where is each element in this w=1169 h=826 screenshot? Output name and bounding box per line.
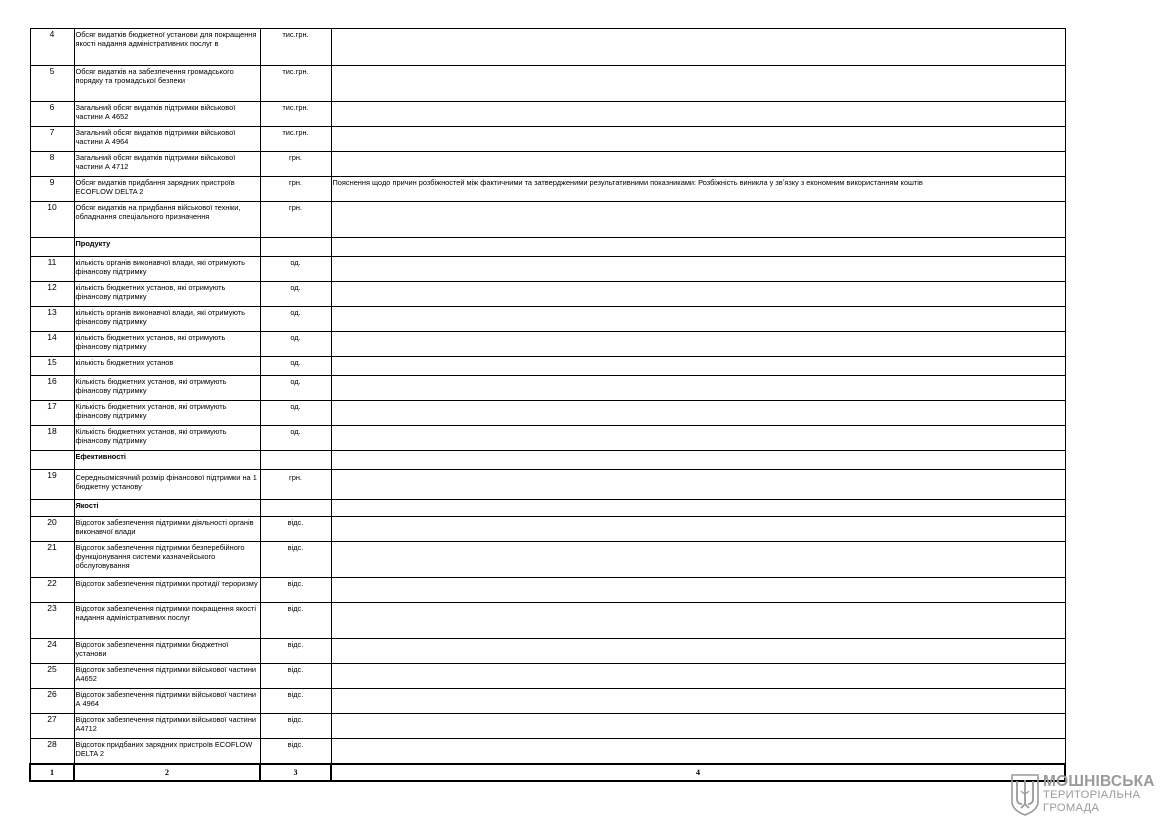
unit-of-measure: відс. [260, 664, 331, 689]
table-row [30, 401, 1065, 426]
unit-of-measure: тис.грн. [260, 102, 331, 127]
table-row [30, 603, 1065, 639]
table-row [30, 578, 1065, 603]
table-row [30, 66, 1065, 102]
row-number: 25 [30, 664, 74, 689]
logo-line-1: МОШНІВСЬКА [1043, 773, 1155, 790]
explanation-note [331, 238, 1065, 257]
indicator-name: Відсоток забезпечення підтримки діяльності органів виконавчої влади [74, 517, 260, 542]
row-number: 19 [30, 470, 74, 500]
explanation-note [331, 29, 1065, 66]
explanation-note: Пояснення щодо причин розбіжностей між фактичними та затвердженими результативними показниками: Розбіжність виникла у звʼязку з економним використанням коштів [331, 177, 1065, 202]
indicator-name: Кількість бюджетних установ, які отримують фінансову підтримку [74, 376, 260, 401]
row-number: 4 [30, 29, 74, 66]
indicator-name: Загальний обсяг видатків підтримки військової частини А 4712 [74, 152, 260, 177]
section-row [30, 500, 1065, 517]
row-number: 7 [30, 127, 74, 152]
row-number: 6 [30, 102, 74, 127]
explanation-note [331, 451, 1065, 470]
unit-of-measure: од. [260, 257, 331, 282]
indicator-name: Обсяг видатків на придбання військової техніки, обладнання спеціального призначення [74, 202, 260, 238]
unit-of-measure [260, 238, 331, 257]
unit-of-measure: відс. [260, 689, 331, 714]
row-number: 13 [30, 307, 74, 332]
explanation-note [331, 127, 1065, 152]
table-row [30, 29, 1065, 66]
unit-of-measure: відс. [260, 714, 331, 739]
row-number: 20 [30, 517, 74, 542]
indicator-name: Відсоток забезпечення підтримки військової частини А4652 [74, 664, 260, 689]
explanation-note [331, 639, 1065, 664]
unit-of-measure: тис.грн. [260, 127, 331, 152]
indicator-name: кількість бюджетних установ, які отримують фінансову підтримку [74, 282, 260, 307]
row-number: 18 [30, 426, 74, 451]
logo-line-3: ГРОМАДА [1043, 802, 1100, 814]
indicator-name: Обсяг видатків придбання зарядних пристроїв ECOFLOW DELTA 2 [74, 177, 260, 202]
section-title: Продукту [74, 238, 260, 257]
row-number: 8 [30, 152, 74, 177]
row-number: 15 [30, 357, 74, 376]
table-row [30, 257, 1065, 282]
explanation-note [331, 578, 1065, 603]
indicator-name: Відсоток забезпечення підтримки військової частини А4712 [74, 714, 260, 739]
explanation-note [331, 689, 1065, 714]
indicator-name: кількість органів виконавчої влади, які отримують фінансову підтримку [74, 257, 260, 282]
unit-of-measure: грн. [260, 152, 331, 177]
indicator-name: Обсяг видатків бюджетної установи для покращення якості надання адміністративних послуг в [74, 29, 260, 66]
explanation-note [331, 257, 1065, 282]
table-row [30, 357, 1065, 376]
section-row [30, 238, 1065, 257]
explanation-note [331, 401, 1065, 426]
indicator-name: кількість органів виконавчої влади, які отримують фінансову підтримку [74, 307, 260, 332]
table-row [30, 470, 1065, 500]
table-row [30, 714, 1065, 739]
row-number [30, 238, 74, 257]
indicator-name: Середньомісячний розмір фінансової підтримки на 1 бюджетну установу [74, 470, 260, 500]
table-row [30, 282, 1065, 307]
explanation-note [331, 739, 1065, 764]
row-number: 26 [30, 689, 74, 714]
row-number: 11 [30, 257, 74, 282]
row-number: 22 [30, 578, 74, 603]
explanation-note [331, 202, 1065, 238]
table-body [30, 29, 1065, 781]
explanation-note [331, 470, 1065, 500]
explanation-note [331, 426, 1065, 451]
report-table [29, 28, 1066, 782]
unit-of-measure: од. [260, 307, 331, 332]
unit-of-measure: відс. [260, 542, 331, 578]
row-number: 10 [30, 202, 74, 238]
table-row [30, 376, 1065, 401]
table-row [30, 202, 1065, 238]
explanation-note [331, 376, 1065, 401]
unit-of-measure [260, 500, 331, 517]
table-row [30, 664, 1065, 689]
column-number-row [30, 764, 1065, 781]
table-row [30, 127, 1065, 152]
indicator-name: Загальний обсяг видатків підтримки військової частини А 4964 [74, 127, 260, 152]
explanation-note [331, 332, 1065, 357]
section-title: Ефективності [74, 451, 260, 470]
unit-of-measure: од. [260, 357, 331, 376]
explanation-note [331, 66, 1065, 102]
table-row [30, 517, 1065, 542]
indicator-name: Відсоток придбаних зарядних пристроїв ECOFLOW DELTA 2 [74, 739, 260, 764]
row-number: 24 [30, 639, 74, 664]
unit-of-measure: грн. [260, 202, 331, 238]
unit-of-measure [260, 451, 331, 470]
explanation-note [331, 357, 1065, 376]
explanation-note [331, 307, 1065, 332]
indicator-name: Кількість бюджетних установ, які отримують фінансову підтримку [74, 401, 260, 426]
explanation-note [331, 542, 1065, 578]
unit-of-measure: відс. [260, 603, 331, 639]
explanation-note [331, 603, 1065, 639]
explanation-note [331, 664, 1065, 689]
table-row [30, 689, 1065, 714]
unit-of-measure: тис.грн. [260, 66, 331, 102]
unit-of-measure: відс. [260, 578, 331, 603]
table-row [30, 307, 1065, 332]
unit-of-measure: од. [260, 401, 331, 426]
table-row [30, 639, 1065, 664]
unit-of-measure: од. [260, 282, 331, 307]
explanation-note [331, 517, 1065, 542]
indicator-name: Кількість бюджетних установ, які отримують фінансову підтримку [74, 426, 260, 451]
column-number: 1 [30, 764, 74, 781]
indicator-name: кількість бюджетних установ, які отримують фінансову підтримку [74, 332, 260, 357]
table-row [30, 542, 1065, 578]
indicator-name: Загальний обсяг видатків підтримки військової частини А 4652 [74, 102, 260, 127]
table-row [30, 152, 1065, 177]
unit-of-measure: од. [260, 426, 331, 451]
table-row [30, 177, 1065, 202]
column-number: 4 [331, 764, 1065, 781]
row-number [30, 500, 74, 517]
indicator-name: Відсоток забезпечення підтримки бюджетної установи [74, 639, 260, 664]
indicator-name: Відсоток забезпечення підтримки безперебійного функціонування системи казначейського обслуговування [74, 542, 260, 578]
unit-of-measure: од. [260, 376, 331, 401]
unit-of-measure: грн. [260, 470, 331, 500]
unit-of-measure: од. [260, 332, 331, 357]
indicator-name: Відсоток забезпечення підтримки покращення якості надання адміністративних послуг [74, 603, 260, 639]
table-row [30, 426, 1065, 451]
explanation-note [331, 152, 1065, 177]
explanation-note [331, 500, 1065, 517]
logo-line-2: ТЕРИТОРІАЛЬНА [1043, 789, 1141, 801]
unit-of-measure: відс. [260, 739, 331, 764]
row-number: 9 [30, 177, 74, 202]
row-number: 5 [30, 66, 74, 102]
trident-emblem-icon [1011, 774, 1039, 816]
row-number: 28 [30, 739, 74, 764]
unit-of-measure: відс. [260, 517, 331, 542]
explanation-note [331, 282, 1065, 307]
unit-of-measure: тис.грн. [260, 29, 331, 66]
column-number: 2 [74, 764, 260, 781]
unit-of-measure: відс. [260, 639, 331, 664]
column-number: 3 [260, 764, 331, 781]
row-number: 27 [30, 714, 74, 739]
indicator-name: Відсоток забезпечення підтримки протидії тероризму [74, 578, 260, 603]
explanation-note [331, 102, 1065, 127]
table-row [30, 739, 1065, 764]
unit-of-measure: грн. [260, 177, 331, 202]
row-number [30, 451, 74, 470]
row-number: 23 [30, 603, 74, 639]
row-number: 16 [30, 376, 74, 401]
row-number: 17 [30, 401, 74, 426]
row-number: 21 [30, 542, 74, 578]
table-row [30, 102, 1065, 127]
table-row [30, 332, 1065, 357]
community-logo [1011, 773, 1161, 817]
indicator-name: Відсоток забезпечення підтримки військової частини А 4964 [74, 689, 260, 714]
section-row [30, 451, 1065, 470]
explanation-note [331, 714, 1065, 739]
row-number: 14 [30, 332, 74, 357]
row-number: 12 [30, 282, 74, 307]
section-title: Якості [74, 500, 260, 517]
indicator-name: кількість бюджетних установ [74, 357, 260, 376]
indicator-name: Обсяг видатків на забезпечення громадського порядку та громадської безпеки [74, 66, 260, 102]
